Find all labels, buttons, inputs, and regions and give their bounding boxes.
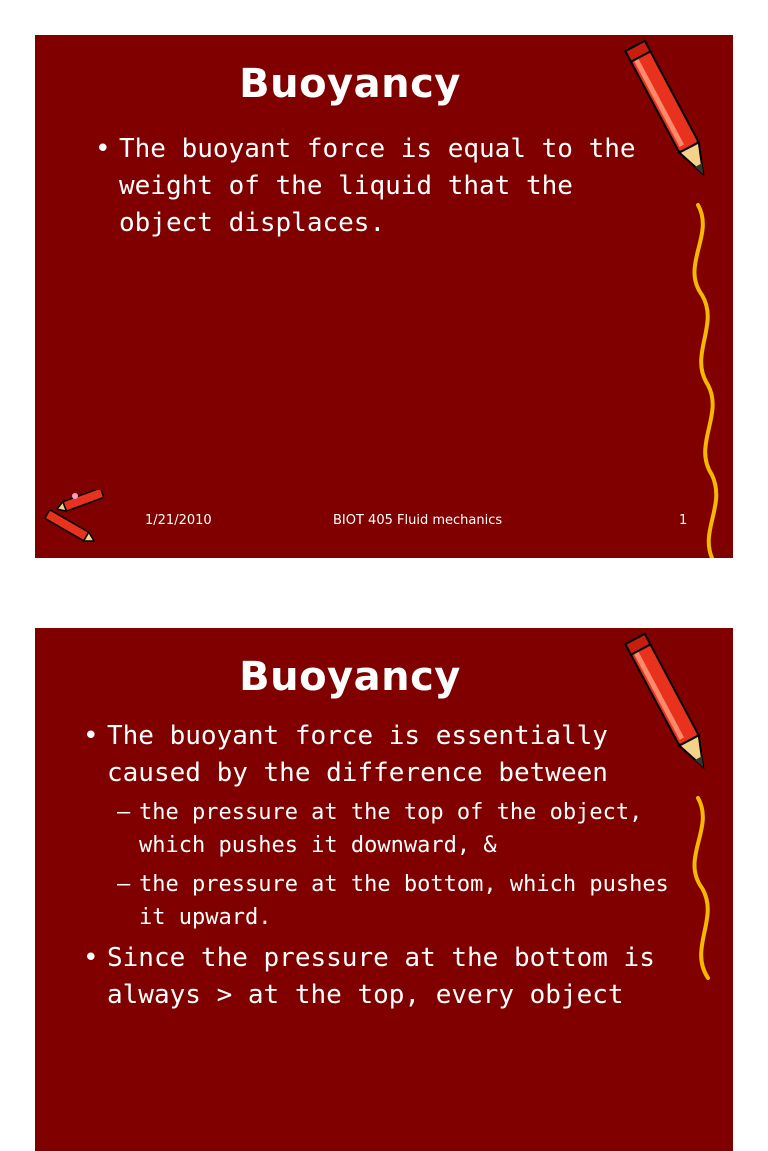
bullet-text: The buoyant force is essentially caused by the difference between [107,721,608,788]
crossed-pencils-icon [35,490,120,555]
bullet-list [95,131,675,242]
slide-2 [35,628,733,1151]
slide-title: Buoyancy [239,61,461,107]
bullet-item [83,718,683,934]
footer-page-number: 1 [679,513,688,528]
footer-course: BIOT 405 Fluid mechanics [333,513,503,528]
pencil-icon [620,628,733,1151]
slide-title: Buoyancy [239,654,461,700]
bullet-list [83,718,683,1014]
sub-bullet-item: – the pressure at the bottom, which pushes it upward. [117,868,683,934]
bullet-item: • The buoyant force is equal to the weight of the liquid that the object displaces. [95,131,675,242]
footer-date: 1/21/2010 [145,513,212,528]
slide-1 [35,35,733,558]
sub-bullet-item: – the pressure at the top of the object, which pushes it downward, & [117,796,683,862]
sub-bullet-list [107,796,683,934]
pencil-icon [620,35,733,558]
bullet-item: • Since the pressure at the bottom is always > at the top, every object [83,940,683,1014]
